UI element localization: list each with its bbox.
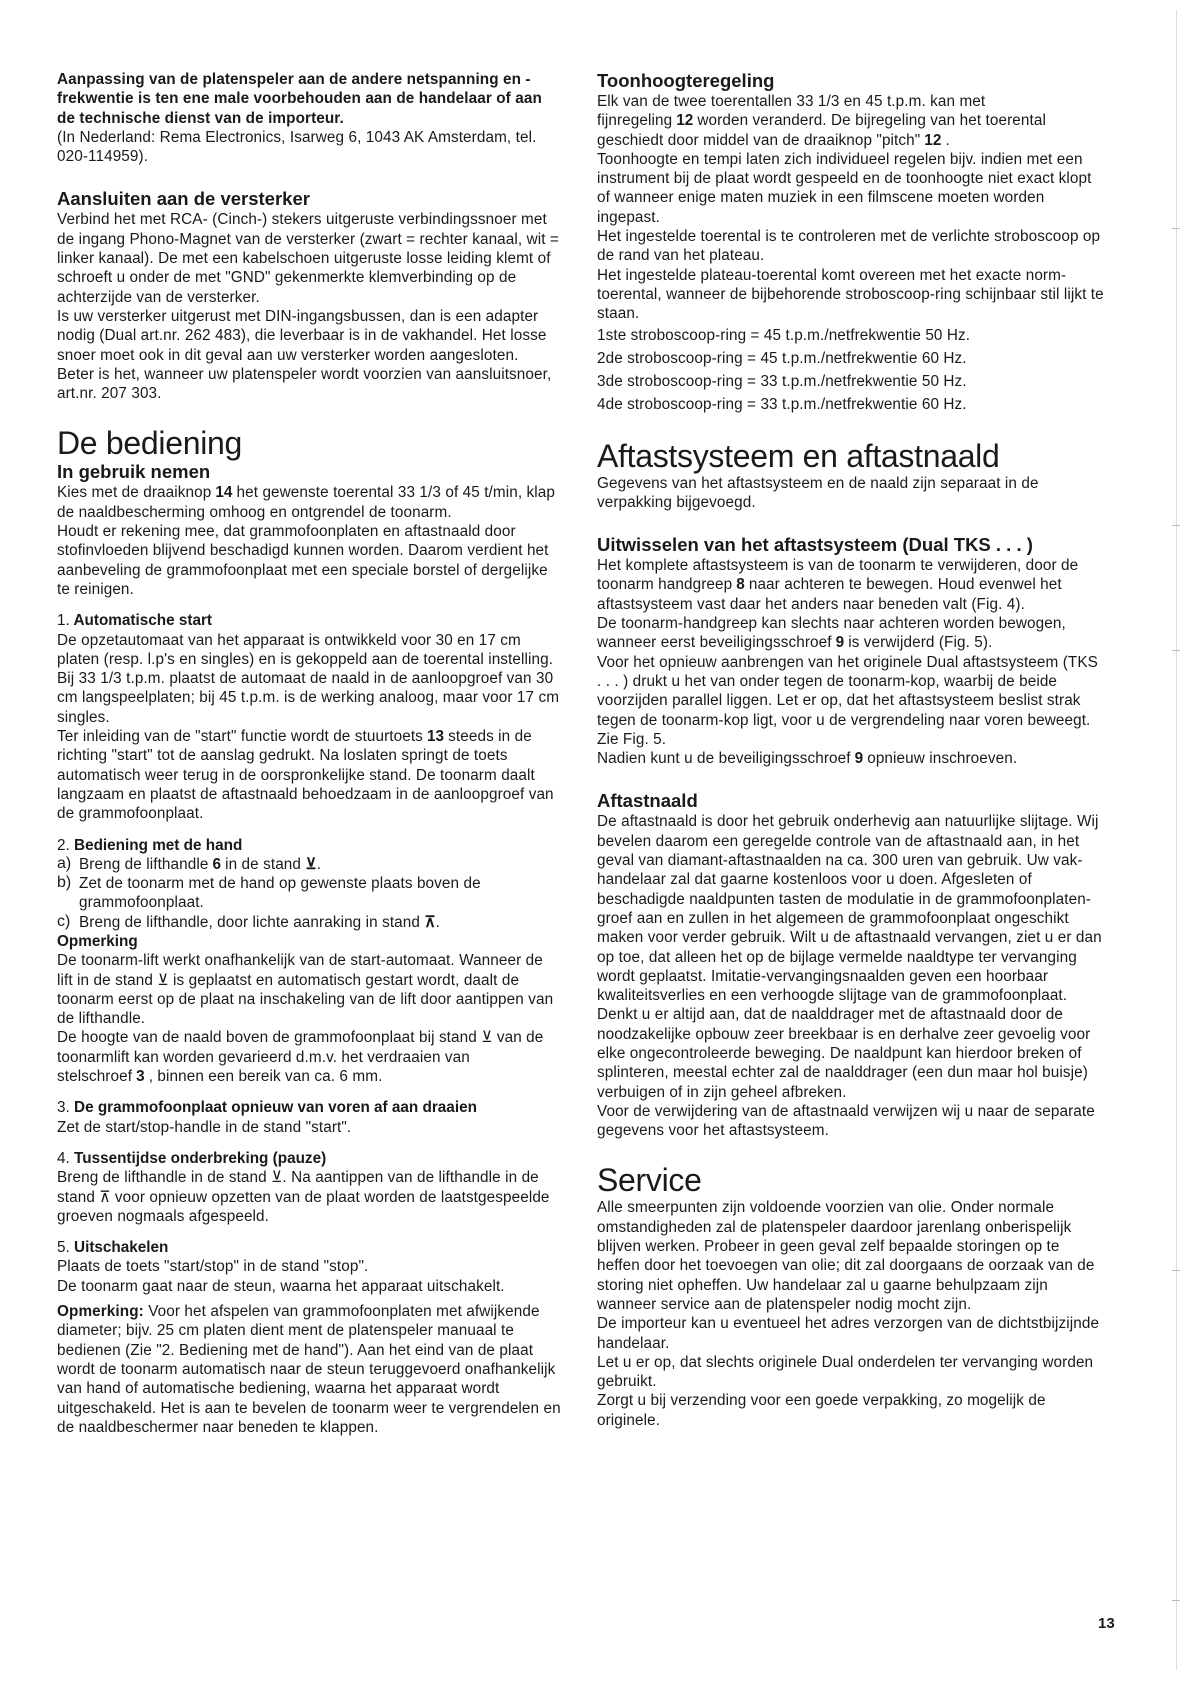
ring-item: 3de stroboscoop-ring = 33 t.p.m./netfrekwentie 50 Hz. (597, 372, 967, 390)
ring-item: 4de stroboscoop-ring = 33 t.p.m./netfrekwentie 60 Hz. (597, 395, 967, 413)
page-number: 13 (1098, 1615, 1115, 1632)
scan-edge-mark (1172, 525, 1180, 526)
section-3-paragraph: Zet de start/stop-handle in de stand "start". (57, 1118, 352, 1136)
ring-item: 1ste stroboscoop-ring = 45 t.p.m./netfrekwentie 50 Hz. (597, 326, 971, 344)
section-1-paragraph-3: Ter inleiding van de "start" functie wordt de stuurtoets 13 steeds in de richting "start" tot de aanslag gedrukt. Na loslaten springt de toets automatisch weer terug in de oorspronkelijke stand. De toonarm daalt langzaam en plaatst de aftastnaald behoedzaam in de aanloopgroef van de grammofoonplaat. (57, 728, 554, 823)
service-paragraph-2: De importeur kan u eventueel het adres verzorgen van de dichtstbijzijnde handelaar. (597, 1315, 1100, 1352)
ref-number: 8 (736, 576, 745, 594)
naald-paragraph-1: De aftastnaald is door het gebruik onderhevig aan natuurlijke slijtage. Wij bevelen daarom een geregelde controle van de aftastnaald aan, in het geval van diamant-aftastnaalden na ca. 300 uren van gebruik. Uw vak-handelaar zal dat gaarne kostenloos voor u doen. Afgesleten of beschadigde naaldpunten tasten de modulatie in de grammofoonplaten-groef aan en zullen in het algemeen de grammofoonplaat ongeschikt maken voor verder gebruik. Wilt u de aftastnaald vervangen, ziet u er dan op toe, dat alleen het op de bijlage vermelde naaldtype ter vervanging wordt geplaatst. Imitatie-vervangingsnaalden geven een hoorbaar kwaliteitsverlies en een verhoogde slijtage van de grammofoonplaat. (597, 813, 1102, 1005)
section-5-paragraph-1: Plaats de toets "start/stop" in de stand "stop". (57, 1258, 369, 1276)
service-paragraph-4: Zorgt u bij verzending voor een goede verpakking, zo mogelijk de originele. (597, 1392, 1046, 1429)
gebruik-paragraph-1: Kies met de draaiknop 14 het gewenste toerental 33 1/3 of 45 t/min, klap de naaldbescherming omhoog en ontgrendel de toonarm. (57, 484, 556, 521)
heading-aansluiten: Aansluiten aan de versterker (57, 188, 310, 210)
section-1-paragraph-2: Bij 33 1/3 t.p.m. plaatst de automaat de naald in de aanloopgroef van 30 cm langspeelplaten; bij 45 t.p.m. is de werking analoog, maar voor 17 cm singles. (57, 670, 560, 726)
uitwisselen-paragraph-2: De toonarm-handgreep kan slechts naar achteren worden bewogen, wanneer eerst beveiligingsschroef 9 is verwijderd (Fig. 5). (597, 615, 1066, 652)
scan-edge-mark (1172, 1270, 1180, 1271)
aansluiten-paragraph-3: Beter is het, wanneer uw platenspeler wordt voorzien van aansluitsnoer, art.nr. 207 303. (57, 365, 552, 403)
section-5-opmerking: Opmerking: Voor het afspelen van grammofoonplaten met afwijkende diameter; bijv. 25 cm platen dient ment de platenspeler manuaal te bedienen (Zie "2. Bediening met de hand"). Aan het eind van de plaat wordt de toonarm automatisch naar de steun teruggevoerd onafhankelijk van hand of automatische bediening, waarna het apparaat wordt uitgeschakeld. Het is aan te bevelen de toonarm weer te vergrendelen en de naaldbeschermer naar beneden te klappen. (57, 1303, 561, 1436)
aftast-paragraph: Gegevens van het aftastsysteem en de naald zijn separaat in de verpakking bijgevoegd. (597, 474, 1039, 511)
scan-edge-line (1176, 10, 1177, 1670)
ref-number: 9 (854, 750, 864, 768)
section-2-title: 2. Bediening met de hand (57, 836, 243, 854)
heading-aftastsysteem: Aftastsysteem en aftastnaald (597, 437, 1000, 474)
heading-uitwisselen: Uitwisselen van het aftastsysteem (Dual TKS . . . ) (597, 534, 1033, 556)
section-5-title: 5. Uitschakelen (57, 1239, 169, 1257)
lift-up-icon: ⊼ (424, 913, 436, 931)
aansluiten-paragraph-1: Verbind het met RCA- (Cinch-) stekers uitgeruste verbindingssnoer met de ingang Phono-Magnet van de versterker (zwart = rechter kanaal, wit = linker kanaal). De met een kabelschoen uitgeruste losse leiding klemt of schroeft u onder de met "GND" gekenmerkte klemverbinding op de achterzijde van de versterker. (57, 211, 559, 306)
naald-paragraph-2: Denkt u er altijd aan, dat de naalddrager met de aftastnaald door de noodzakelijke opbouw zeer breekbaar is en derhalve zeer gevoelig voor elke ongecontroleerde beweging. De naaldpunt kan hierdoor breken of splinteren, meestal echter zal de naalddrager (een dun maar hol buisje) verbuigen of in zijn geheel afbreken. (597, 1006, 1091, 1101)
ref-number: 13 (426, 728, 445, 746)
opmerking-paragraph-1: De toonarm-lift werkt onafhankelijk van de start-automaat. Wanneer de lift in de stand ⊻ is geplaatst en automatisch gestart wordt, daalt de toonarm eerst op de plaat na inschakeling van de lift door aantippen van de lifthandle. (57, 952, 554, 1028)
aansluiten-paragraph-2: Is uw versterker uitgerust met DIN-ingangsbussen, dan is een adapter nodig (Dual art.nr. 262 483), die leverbaar is in de vakhandel. Het losse snoer moet ook in dit geval aan uw versterker worden aangesloten. (57, 307, 547, 364)
section-3-title: 3. De grammofoonplaat opnieuw van voren af aan draaien (57, 1099, 477, 1117)
right-column (597, 70, 1105, 1430)
section-1-paragraph-1: De opzetautomaat van het apparaat is ontwikkeld voor 30 en 17 cm platen (resp. l.p's en singles) en is gekoppeld aan de toerental instelling. (57, 631, 554, 668)
toonhoogte-paragraph-3: Het ingestelde toerental is te controleren met de verlichte stroboscoop op de rand van het plateau. (597, 228, 1101, 265)
section-1-title: 1. Automatische start (57, 612, 213, 630)
heading-service: Service (597, 1162, 702, 1199)
opmerking-paragraph-2: De hoogte van de naald boven de grammofoonplaat bij stand ⊻ van de toonarmlift kan worden gevarieerd d.m.v. het verdraaien van stelschroef 3 , binnen een bereik van ca. 6 mm. (57, 1029, 544, 1086)
lift-down-icon: ⊻ (305, 855, 317, 873)
list-item: b) Zet de toonarm met de hand op gewenste plaats boven de grammofoonplaat. (57, 874, 481, 912)
heading-opmerking: Opmerking (57, 932, 138, 950)
scan-edge-mark (1172, 228, 1180, 229)
uitwisselen-paragraph-1: Het komplete aftastsysteem is van de toonarm te verwijderen, door de toonarm handgreep 8 naar achteren te bewegen. Houd evenwel het aftastsysteem vast daar het anders naar beneden valt (Fig. 4). (597, 557, 1079, 613)
heading-gebruik: In gebruik nemen (57, 461, 211, 483)
heading-aftastnaald: Aftastnaald (597, 790, 698, 812)
intro-notice: Aanpassing van de platenspeler aan de andere netspanning en -frekwentie is ten ene male voorbehouden aan de handelaar of aan de technische dienst van de importeur. (57, 71, 542, 127)
service-paragraph-1: Alle smeerpunten zijn voldoende voorzien van olie. Onder normale omstandigheden zal de platenspeler daardoor jarenlang onberispelijk blijven werken. Probeer in geen geval zelf bepaalde storingen op te heffen door het toevoegen van olie; dit zal doorgaans de oorzaak van de storing niet opheffen. Uw handelaar zal u gaarne behulpzaam zijn wanneer service aan de platenspeler nodig mocht zijn. (597, 1199, 1095, 1313)
intro-address: (In Nederland: Rema Electronics, Isarweg 6, 1043 AK Amsterdam, tel. 020-114959). (57, 128, 537, 166)
uitwisselen-paragraph-4: Nadien kunt u de beveiligingsschroef 9 opnieuw inschroeven. (597, 750, 1018, 768)
list-item: c) Breng de lifthandle, door lichte aanraking in stand ⊼. (57, 912, 441, 931)
toonhoogte-paragraph-2: Toonhoogte en tempi laten zich individueel regelen bijv. indien met een instrument bij de plaat wordt gespeeld en de toonhoogte niet exact klopt of wanneer enige maten muziek in een filmscene moeten worden ingepast. (597, 150, 1092, 226)
ring-item: 2de stroboscoop-ring = 45 t.p.m./netfrekwentie 60 Hz. (597, 349, 967, 367)
heading-toonhoogte: Toonhoogteregeling (597, 70, 775, 91)
toonhoogte-paragraph-4: Het ingestelde plateau-toerental komt overeen met het exacte norm-toerental, wanneer de bijbehorende stroboscoop-ring schijnbaar stil lijkt te staan. (597, 266, 1104, 323)
ref-number: 14 (215, 484, 233, 502)
stroboscope-ring-list (597, 324, 1105, 416)
ref-number: 12 (676, 112, 694, 130)
scan-edge-mark (1172, 650, 1180, 651)
ref-number: 9 (835, 634, 845, 652)
naald-paragraph-3: Voor de verwijdering van de aftastnaald verwijzen wij u naar de separate gegevens voor het aftastsysteem. (597, 1102, 1095, 1140)
ref-number: 12 (924, 131, 942, 149)
section-4-title: 4. Tussentijdse onderbreking (pauze) (57, 1149, 327, 1167)
ref-number: 3 (136, 1068, 145, 1086)
gebruik-paragraph-2: Houdt er rekening mee, dat grammofoonplaten en aftastnaald door stofinvloeden blijvend beschadigd kunnen worden. Daarom verdient het aanbeveling de grammofoonplaat met een speciale borstel of dergelijke te reinigen. (57, 523, 549, 598)
list-item: a) Breng de lifthandle 6 in de stand ⊻. (57, 854, 322, 873)
heading-bediening: De bediening (57, 425, 242, 462)
section-4-paragraph: Breng de lifthandle in de stand ⊻. Na aantippen van de lifthandle in de stand ⊼ voor opnieuw opzetten van de plaat worden de laatstgespeelde groeven nogmaals afgespeeld. (57, 1169, 550, 1225)
ref-number: 6 (212, 855, 222, 873)
left-column (57, 70, 562, 1437)
toonhoogte-paragraph-1: Elk van de twee toerentallen 33 1/3 en 45 t.p.m. kan met fijnregeling 12 worden veranderd. De bijregeling van het toerental geschiedt door middel van de draaiknop "pitch" 12 . (597, 93, 1046, 149)
service-paragraph-3: Let u er op, dat slechts originele Dual onderdelen ter vervanging worden gebruikt. (597, 1353, 1094, 1391)
uitwisselen-paragraph-3: Voor het opnieuw aanbrengen van het originele Dual aftastsysteem (TKS . . . ) drukt u het van onder tegen de toonarm-kop, waarbij de beide voorzijden parallel liggen. Let er op, dat het aftastsysteem beslist strak tegen de toonarm-kop ligt, voor u de vergrendeling naar voren beweegt. Zie Fig. 5. (597, 653, 1098, 748)
scan-edge-mark (1172, 1600, 1180, 1601)
section-5-paragraph-2: De toonarm gaat naar de steun, waarna het apparaat uitschakelt. (57, 1277, 505, 1295)
